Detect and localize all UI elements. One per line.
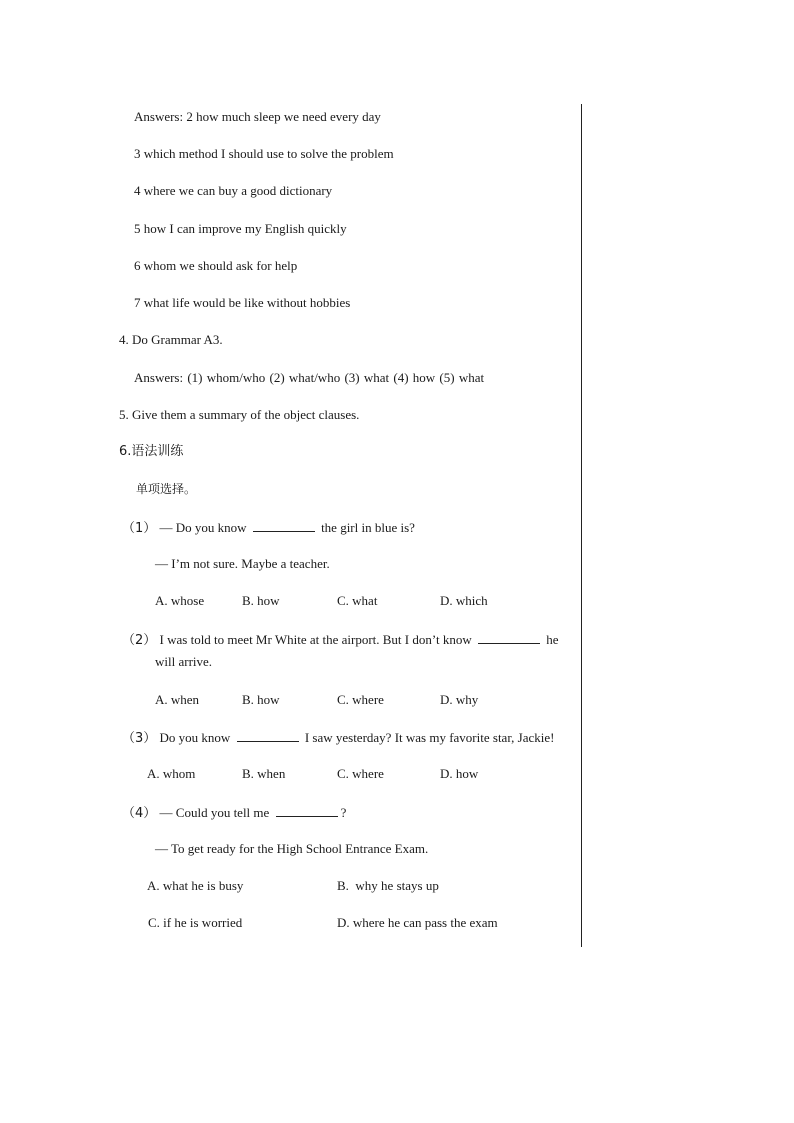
- step4-answers: Answers: (1) whom/who (2) what/who (3) what (4) how (5) what: [134, 370, 485, 385]
- right-border-line: [581, 104, 582, 947]
- option-c: C. where: [337, 692, 384, 707]
- question-text: — Do you know: [159, 520, 247, 535]
- step6-title: 6.语法训练: [119, 444, 184, 459]
- answers-line-2: [134, 109, 381, 125]
- option-a: A. what he is busy: [147, 878, 244, 893]
- question-text: I saw yesterday? It was my favorite star, Jackie!: [304, 730, 555, 745]
- question-text: the girl in blue is?: [321, 520, 415, 535]
- answer-item: 2 how much sleep we need every day: [186, 109, 381, 124]
- option-b: B. how: [242, 692, 280, 707]
- option-d: D. how: [440, 766, 479, 781]
- option-b: B. when: [242, 766, 286, 781]
- option-a: A. when: [155, 692, 200, 707]
- option-a: A. whom: [147, 766, 196, 781]
- answer-blank[interactable]: [237, 729, 299, 742]
- answer-item: 3 which method I should use to solve the problem: [134, 146, 394, 161]
- question-text: I was told to meet Mr White at the airport. But I don’t know: [159, 632, 472, 647]
- option-c: C. what: [337, 593, 378, 608]
- question-reply: — To get ready for the High School Entrance Exam.: [155, 841, 429, 856]
- option-b: B. how: [242, 593, 280, 608]
- answer-item: 6 whom we should ask for help: [134, 258, 298, 273]
- option-d: D. why: [440, 692, 479, 707]
- question-number: （1）: [122, 521, 157, 536]
- option-c: C. where: [337, 766, 384, 781]
- question-3: [122, 729, 554, 747]
- question-text: — Could you tell me: [159, 805, 270, 820]
- option-d: D. where he can pass the exam: [337, 915, 498, 930]
- answer-item: 7 what life would be like without hobbies: [134, 295, 351, 310]
- answer-blank[interactable]: [276, 804, 338, 817]
- question-number: （3）: [122, 731, 157, 746]
- answer-blank[interactable]: [478, 631, 540, 644]
- question-number: （4）: [122, 806, 157, 821]
- question-reply: — I’m not sure. Maybe a teacher.: [155, 556, 330, 571]
- question-text: he: [546, 632, 559, 647]
- step4-title: 4. Do Grammar A3.: [119, 332, 223, 347]
- step6-subtitle: 单项选择。: [136, 482, 197, 496]
- option-b: B. why he stays up: [337, 878, 439, 893]
- answer-blank[interactable]: [253, 519, 315, 532]
- answer-item: 4 where we can buy a good dictionary: [134, 183, 333, 198]
- question-2: [122, 631, 559, 649]
- question-4: [122, 804, 346, 822]
- step5-title: 5. Give them a summary of the object clauses.: [119, 407, 360, 422]
- answers-label: Answers:: [134, 109, 184, 124]
- option-a: A. whose: [155, 593, 205, 608]
- question-continuation: will arrive.: [155, 654, 213, 669]
- option-d: D. which: [440, 593, 488, 608]
- answer-item: 5 how I can improve my English quickly: [134, 221, 347, 236]
- question-1: [122, 519, 415, 537]
- question-text: Do you know: [159, 730, 231, 745]
- option-c: C. if he is worried: [148, 915, 243, 930]
- question-number: （2）: [122, 633, 157, 648]
- question-text: ?: [340, 805, 347, 820]
